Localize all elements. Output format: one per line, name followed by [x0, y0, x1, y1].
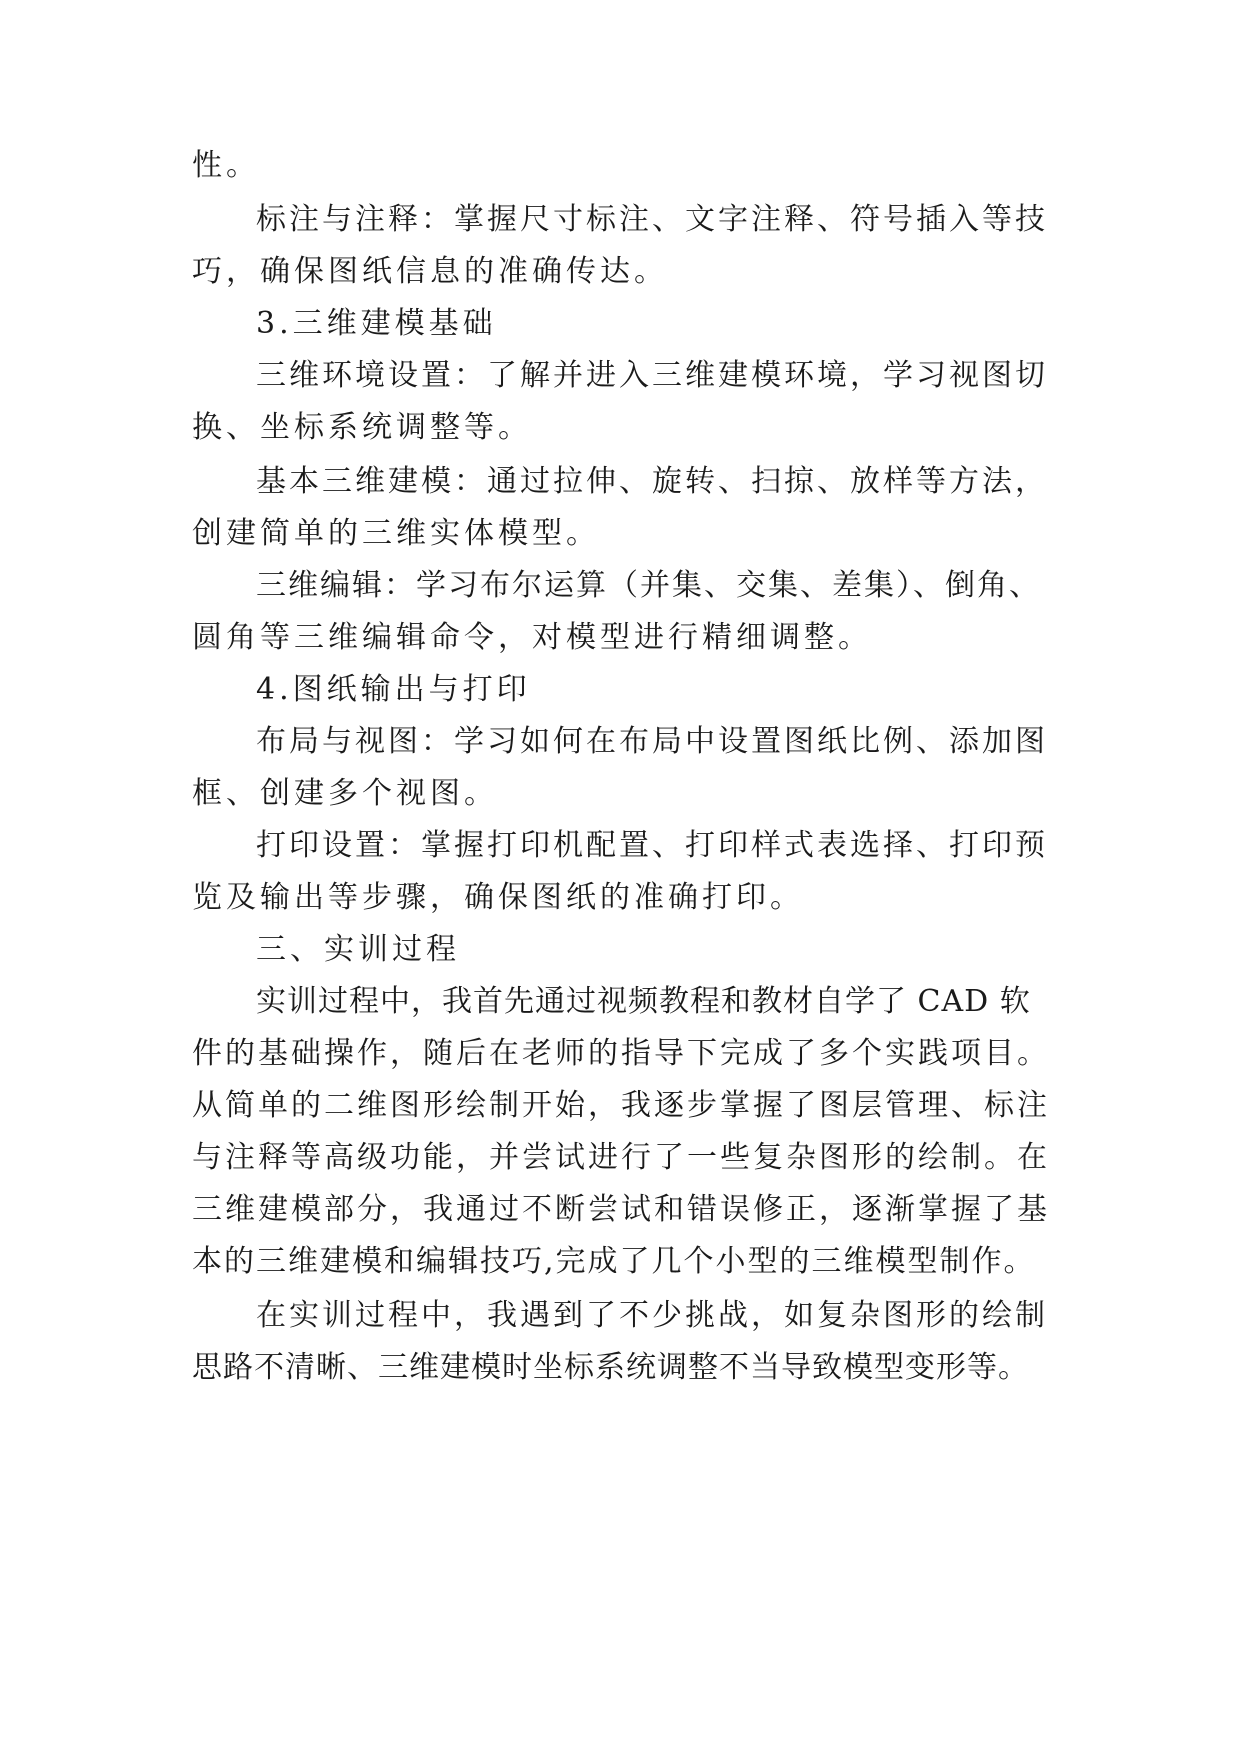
section-heading: 3.三维建模基础 — [256, 306, 497, 341]
text-line: 三维编辑：学习布尔运算（并集、交集、差集）、倒角、 — [256, 568, 1041, 603]
text-line: 实训过程中，我首先通过视频教程和教材自学了 CAD 软 — [256, 984, 1031, 1019]
text-line: 在实训过程中，我遇到了不少挑战，如复杂图形的绘制 — [256, 1298, 1048, 1333]
text-line: 巧，确保图纸信息的准确传达。 — [192, 254, 668, 289]
text-line: 布局与视图：学习如何在布局中设置图纸比例、添加图 — [256, 724, 1048, 759]
text-line: 本的三维建模和编辑技巧,完成了几个小型的三维模型制作。 — [192, 1244, 1036, 1279]
text-line: 标注与注释：掌握尺寸标注、文字注释、符号插入等技 — [256, 202, 1048, 237]
text-line: 性。 — [192, 148, 260, 183]
section-heading: 4.图纸输出与打印 — [256, 672, 531, 707]
section-heading: 三、实训过程 — [256, 932, 460, 967]
text-line: 件的基础操作，随后在老师的指导下完成了多个实践项目。 — [192, 1036, 1050, 1071]
text-line: 基本三维建模：通过拉伸、旋转、扫掠、放样等方法， — [256, 464, 1048, 499]
text-line: 从简单的二维图形绘制开始，我逐步掌握了图层管理、标注 — [192, 1088, 1050, 1123]
text-line: 框、创建多个视图。 — [192, 776, 498, 811]
text-line: 与注释等高级功能，并尝试进行了一些复杂图形的绘制。在 — [192, 1140, 1050, 1175]
text-line: 创建简单的三维实体模型。 — [192, 516, 600, 551]
text-line: 三维环境设置：了解并进入三维建模环境，学习视图切 — [256, 358, 1048, 393]
text-line: 三维建模部分，我通过不断尝试和错误修正，逐渐掌握了基 — [192, 1192, 1050, 1227]
text-line: 圆角等三维编辑命令，对模型进行精细调整。 — [192, 620, 872, 655]
text-line: 打印设置：掌握打印机配置、打印样式表选择、打印预 — [256, 828, 1048, 863]
text-line: 览及输出等步骤，确保图纸的准确打印。 — [192, 880, 804, 915]
text-line: 思路不清晰、三维建模时坐标系统调整不当导致模型变形等。 — [192, 1350, 1029, 1385]
text-line: 换、坐标系统调整等。 — [192, 410, 532, 445]
